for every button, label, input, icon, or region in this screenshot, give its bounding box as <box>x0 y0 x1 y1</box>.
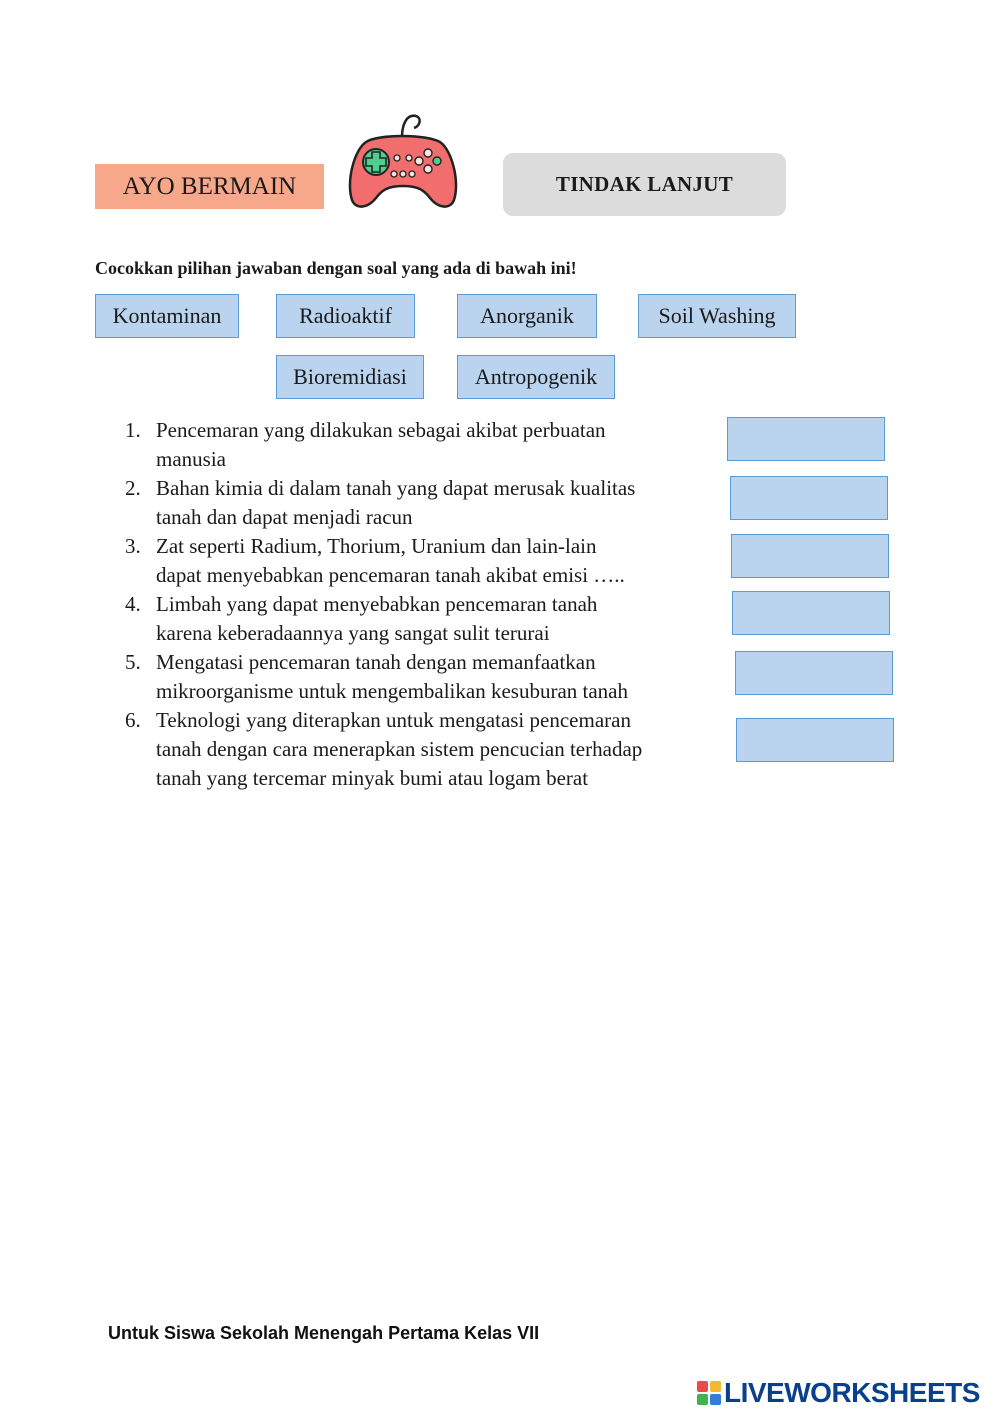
question-text-line: Mengatasi pencemaran tanah dengan memanfaatkan <box>156 650 596 674</box>
question-text-line: Pencemaran yang dilakukan sebagai akibat perbuatan <box>156 418 606 442</box>
question-number: 5. <box>125 650 141 674</box>
answer-chip-anorganik[interactable]: Anorganik <box>457 294 597 338</box>
question-item <box>120 532 720 590</box>
question-text-line: tanah yang tercemar minyak bumi atau logam berat <box>156 766 589 790</box>
answer-drop-box-3[interactable] <box>731 534 889 578</box>
ayo-bermain-header: AYO BERMAIN <box>95 164 324 209</box>
question-number: 2. <box>125 476 141 500</box>
question-text-line: Limbah yang dapat menyebabkan pencemaran tanah <box>156 592 598 616</box>
answer-drop-box-6[interactable] <box>736 718 894 762</box>
question-item <box>120 648 720 706</box>
question-item <box>120 590 720 648</box>
question-text-line: karena keberadaannya yang sangat sulit terurai <box>156 621 550 645</box>
answer-chip-soil-washing[interactable]: Soil Washing <box>638 294 796 338</box>
question-text-line: Teknologi yang diterapkan untuk mengatasi pencemaran <box>156 708 631 732</box>
answer-drop-box-1[interactable] <box>727 417 885 461</box>
answer-chip-bioremidiasi[interactable]: Bioremidiasi <box>276 355 424 399</box>
answer-chip-antropogenik[interactable]: Antropogenik <box>457 355 615 399</box>
tindak-lanjut-header: TINDAK LANJUT <box>503 153 786 216</box>
liveworksheets-brand <box>696 1376 980 1410</box>
question-text-line: manusia <box>156 447 226 471</box>
game-controller-icon <box>344 108 462 212</box>
liveworksheets-logo-icon <box>696 1380 722 1406</box>
footer-note: Untuk Siswa Sekolah Menengah Pertama Kelas VII <box>108 1323 540 1343</box>
question-item <box>120 706 720 793</box>
brand-name: LIVEWORKSHEETS <box>724 1377 980 1408</box>
question-number: 3. <box>125 534 141 558</box>
question-text-line: mikroorganisme untuk mengembalikan kesuburan tanah <box>156 679 628 703</box>
answer-drop-box-4[interactable] <box>732 591 890 635</box>
answer-drop-box-5[interactable] <box>735 651 893 695</box>
question-list <box>120 416 720 793</box>
question-item <box>120 474 720 532</box>
instruction-text: Cocokkan pilihan jawaban dengan soal yang ada di bawah ini! <box>95 258 577 278</box>
question-item <box>120 416 720 474</box>
answer-chip-kontaminan[interactable]: Kontaminan <box>95 294 239 338</box>
question-text-line: Bahan kimia di dalam tanah yang dapat merusak kualitas <box>156 476 636 500</box>
question-text-line: tanah dan dapat menjadi racun <box>156 505 413 529</box>
question-number: 6. <box>125 708 141 732</box>
question-text-line: tanah dengan cara menerapkan sistem pencucian terhadap <box>156 737 643 761</box>
question-text-line: Zat seperti Radium, Thorium, Uranium dan lain-lain <box>156 534 597 558</box>
question-number: 4. <box>125 592 141 616</box>
answer-chip-radioaktif[interactable]: Radioaktif <box>276 294 415 338</box>
answer-drop-box-2[interactable] <box>730 476 888 520</box>
question-text-line: dapat menyebabkan pencemaran tanah akibat emisi ….. <box>156 563 625 587</box>
question-number: 1. <box>125 418 141 442</box>
